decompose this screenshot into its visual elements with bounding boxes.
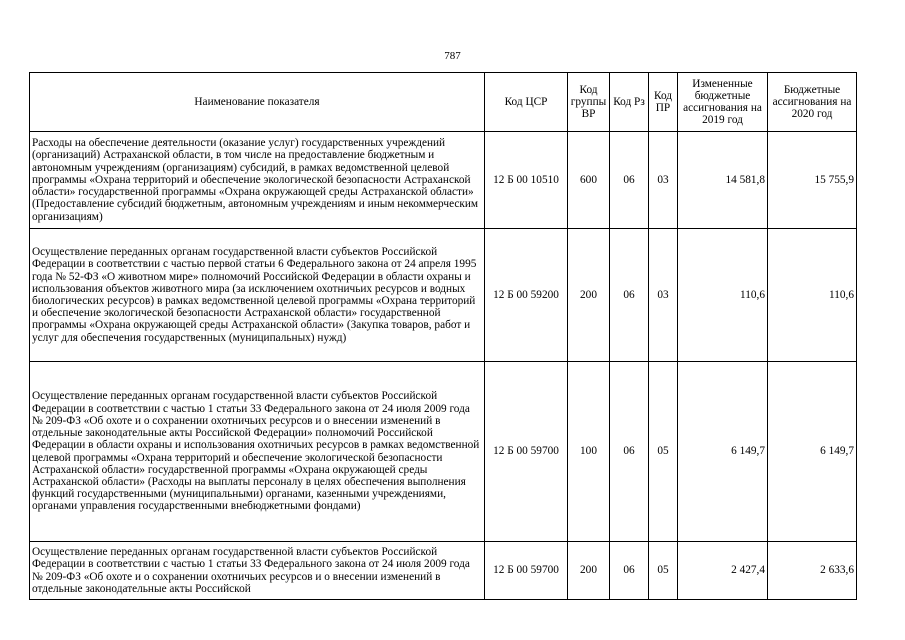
header-2019: Измененные бюджетные ассигнования на 2019 год [678, 73, 768, 132]
table-row [30, 132, 857, 229]
row-vr: 600 [568, 132, 610, 229]
row-description: Расходы на обеспечение деятельности (оказание услуг) государственных учреждений (организаций) Астраханской области, в том числе на предоставление бюджетным и автономным учреждениям (организациям) субсидий, в рамках ведомственной целевой программы «Охрана территорий и обеспечение экологической безопасности Астраханской области» государственной программы «Охрана окружающей среды Астраханской области» (Предоставление субсидий бюджетным, автономным учреждениям и иным некоммерческим организациям) [30, 132, 485, 229]
row-2020: 110,6 [768, 229, 857, 362]
row-rz: 06 [610, 542, 649, 600]
header-csr: Код ЦСР [485, 73, 568, 132]
budget-table [29, 72, 857, 600]
row-csr: 12 Б 00 59700 [485, 362, 568, 542]
table-row [30, 542, 857, 600]
header-name: Наименование показателя [30, 73, 485, 132]
table-row [30, 362, 857, 542]
header-rz: Код Рз [610, 73, 649, 132]
row-vr: 200 [568, 542, 610, 600]
header-pr: Код ПР [649, 73, 678, 132]
row-pr: 05 [649, 362, 678, 542]
row-pr: 03 [649, 132, 678, 229]
row-2019: 110,6 [678, 229, 768, 362]
row-2019: 2 427,4 [678, 542, 768, 600]
row-2019: 14 581,8 [678, 132, 768, 229]
row-2020: 15 755,9 [768, 132, 857, 229]
row-pr: 05 [649, 542, 678, 600]
row-2020: 2 633,6 [768, 542, 857, 600]
table-row [30, 229, 857, 362]
table-header-row [30, 73, 857, 132]
header-2020: Бюджетные ассигнования на 2020 год [768, 73, 857, 132]
row-csr: 12 Б 00 59200 [485, 229, 568, 362]
row-rz: 06 [610, 362, 649, 542]
row-vr: 100 [568, 362, 610, 542]
row-vr: 200 [568, 229, 610, 362]
row-rz: 06 [610, 229, 649, 362]
row-rz: 06 [610, 132, 649, 229]
row-2020: 6 149,7 [768, 362, 857, 542]
row-description: Осуществление переданных органам государственной власти субъектов Российской Федерации в соответствии с частью первой статьи 6 Федерального закона от 24 апреля 1995 года № 52-ФЗ «О животном мире» полномочий Российской Федерации в области охраны и использования объектов животного мира (за исключением охотничьих ресурсов и водных биологических ресурсов) в рамках ведомственной целевой программы «Охрана территорий и обеспечение экологической безопасности Астраханской области» государственной программы «Охрана окружающей среды Астраханской области» (Закупка товаров, работ и услуг для обеспечения государственных (муниципальных) нужд) [30, 229, 485, 362]
row-description: Осуществление переданных органам государственной власти субъектов Российской Федерации в соответствии с частью 1 статьи 33 Федерального закона от 24 июля 2009 года № 209-ФЗ «Об охоте и о сохранении охотничьих ресурсов и о внесении изменений в отдельные законодательные акты Российской Федерации» полномочий Российской Федерации в области охраны и использования охотничьих ресурсов в рамках ведомственной целевой программы «Охрана территорий и обеспечение экологической безопасности Астраханской области» государственной программы «Охрана окружающей среды Астраханской области» (Расходы на выплаты персоналу в целях обеспечения выполнения функций государственными (муниципальными) органами, казенными учреждениями, органами управления государственными внебюджетными фондами) [30, 362, 485, 542]
row-description: Осуществление переданных органам государственной власти субъектов Российской Федерации в соответствии с частью 1 статьи 33 Федерального закона от 24 июля 2009 года № 209-ФЗ «Об охоте и о сохранении охотничьих ресурсов и о внесении изменений в отдельные законодательные акты Российской [30, 542, 485, 600]
row-2019: 6 149,7 [678, 362, 768, 542]
page-number: 787 [444, 50, 461, 62]
row-csr: 12 Б 00 10510 [485, 132, 568, 229]
row-csr: 12 Б 00 59700 [485, 542, 568, 600]
row-pr: 03 [649, 229, 678, 362]
header-vr: Код группы ВР [568, 73, 610, 132]
